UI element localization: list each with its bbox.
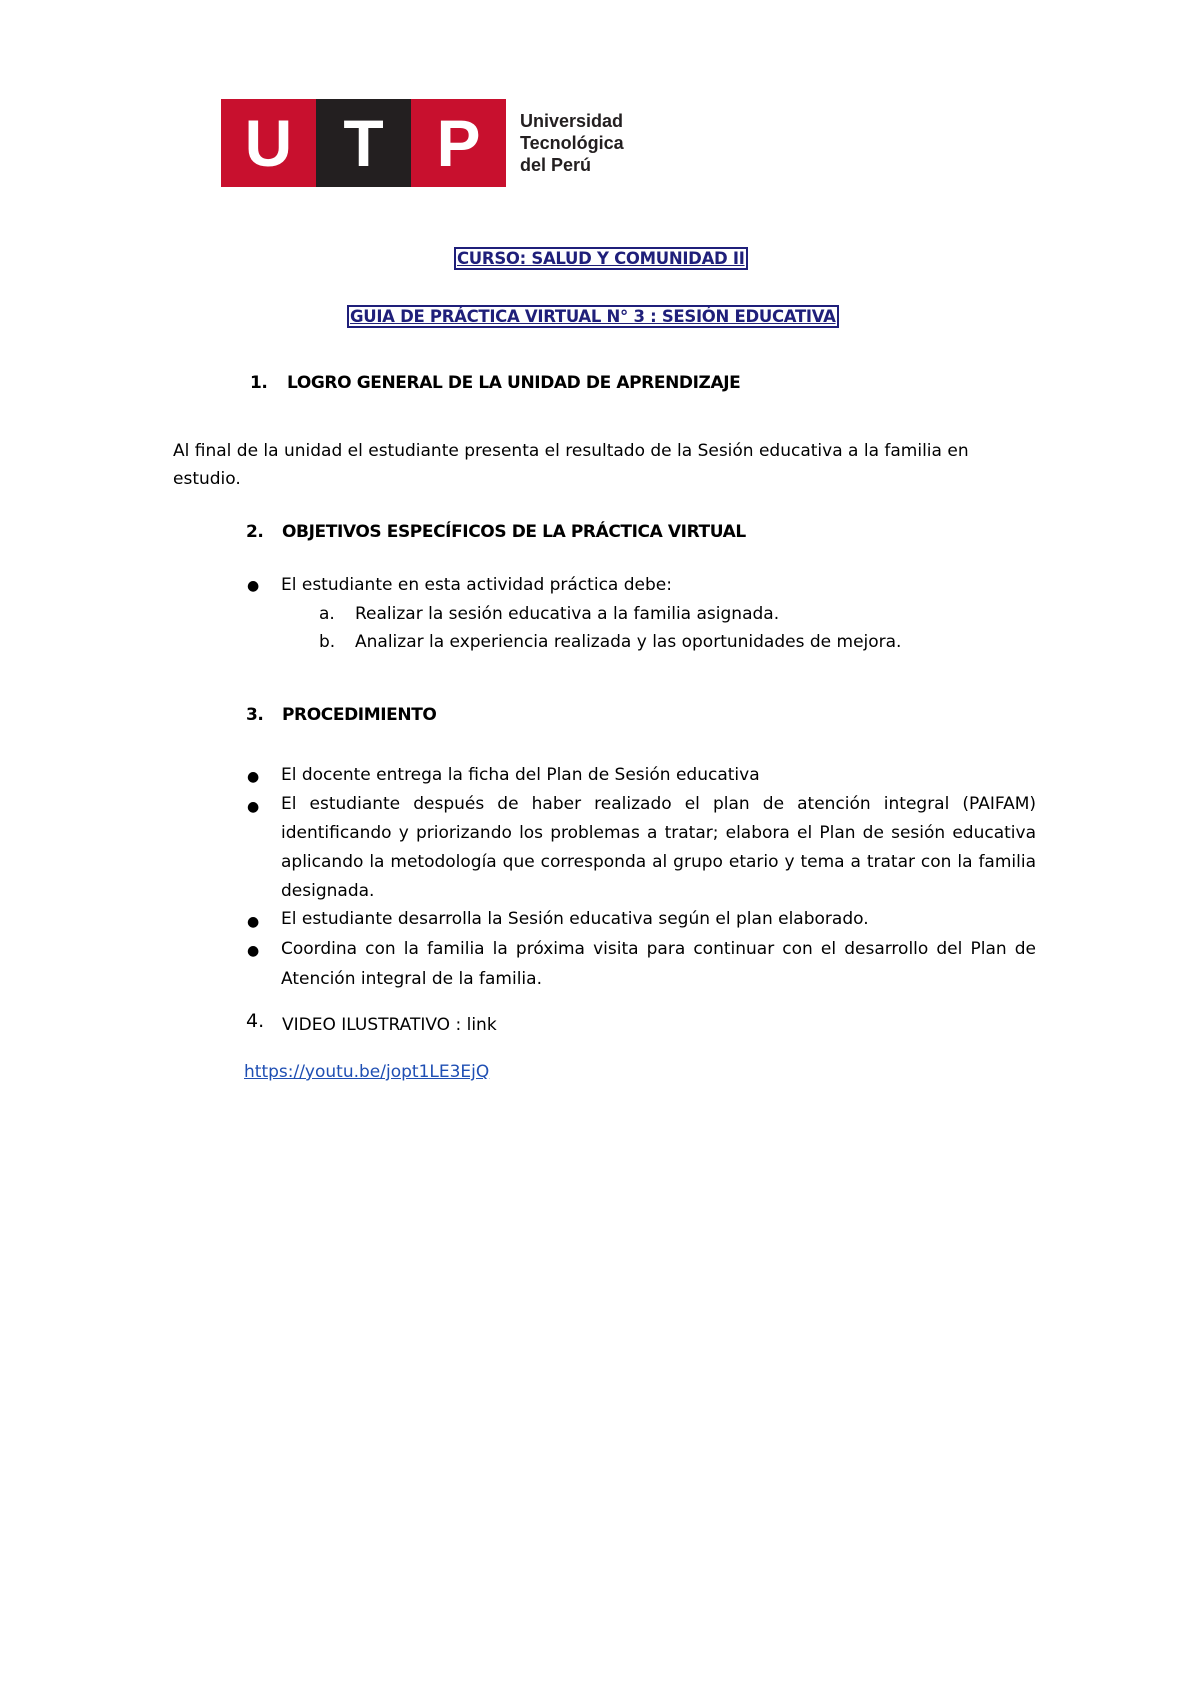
section-1-text-line: Al final de la unidad el estudiante presenta el resultado de la Sesión educativa a la familia en — [173, 441, 969, 461]
guide-title: GUIA DE PRÁCTICA VIRTUAL N° 3 : SESIÓN EDUCATIVA — [347, 305, 839, 328]
procedure-bullet: El estudiante desarrolla la Sesión educativa según el plan elaborado. — [281, 909, 869, 929]
section-3-number: 3. — [246, 705, 264, 725]
section-1-text-line: estudio. — [173, 469, 241, 489]
utp-logo — [221, 99, 624, 187]
logo-university-name — [520, 99, 624, 187]
procedure-bullet: Coordina con la familia la próxima visita para continuar con el desarrollo del Plan de Atención integral de la familia. — [281, 939, 1036, 989]
bullet-icon: ● — [247, 943, 260, 959]
logo-name-line: Tecnológica — [520, 133, 624, 153]
logo-name-line: del Perú — [520, 155, 592, 175]
logo-letter-u: U — [221, 99, 316, 187]
bullet-icon: ● — [247, 578, 260, 594]
list-item-marker: b. — [319, 632, 336, 652]
section-3-title: PROCEDIMIENTO — [282, 705, 437, 725]
list-item-marker: a. — [319, 604, 335, 624]
video-link[interactable]: https://youtu.be/jopt1LE3EjQ — [244, 1062, 490, 1082]
section-1-number: 1. — [250, 373, 268, 393]
bullet-icon: ● — [247, 769, 260, 785]
procedure-bullet: El docente entrega la ficha del Plan de Sesión educativa — [281, 765, 760, 785]
list-item: Realizar la sesión educativa a la familia asignada. — [355, 604, 780, 624]
section-4-number: 4. — [246, 1010, 265, 1032]
section-1-title: LOGRO GENERAL DE LA UNIDAD DE APRENDIZAJE — [287, 373, 741, 393]
course-title: CURSO: SALUD Y COMUNIDAD II — [454, 247, 748, 270]
section-2-title: OBJETIVOS ESPECÍFICOS DE LA PRÁCTICA VIRTUAL — [282, 522, 746, 542]
section-4-title: VIDEO ILUSTRATIVO : link — [282, 1015, 497, 1035]
list-item: Analizar la experiencia realizada y las oportunidades de mejora. — [355, 632, 902, 652]
logo-letter-t: T — [316, 99, 411, 187]
bullet-icon: ● — [247, 799, 260, 815]
bullet-icon: ● — [247, 914, 260, 930]
section-2-number: 2. — [246, 522, 264, 542]
section-2-bullet: El estudiante en esta actividad práctica debe: — [281, 575, 672, 595]
procedure-bullet: El estudiante después de haber realizado el plan de atención integral (PAIFAM) identificando y priorizando los problemas a tratar; elabora el Plan de sesión educativa aplicando la metodología que corresponda al grupo etario y tema a tratar con la familia designada. — [281, 794, 1036, 901]
logo-name-line: Universidad — [520, 111, 624, 131]
logo-letter-p: P — [411, 99, 506, 187]
